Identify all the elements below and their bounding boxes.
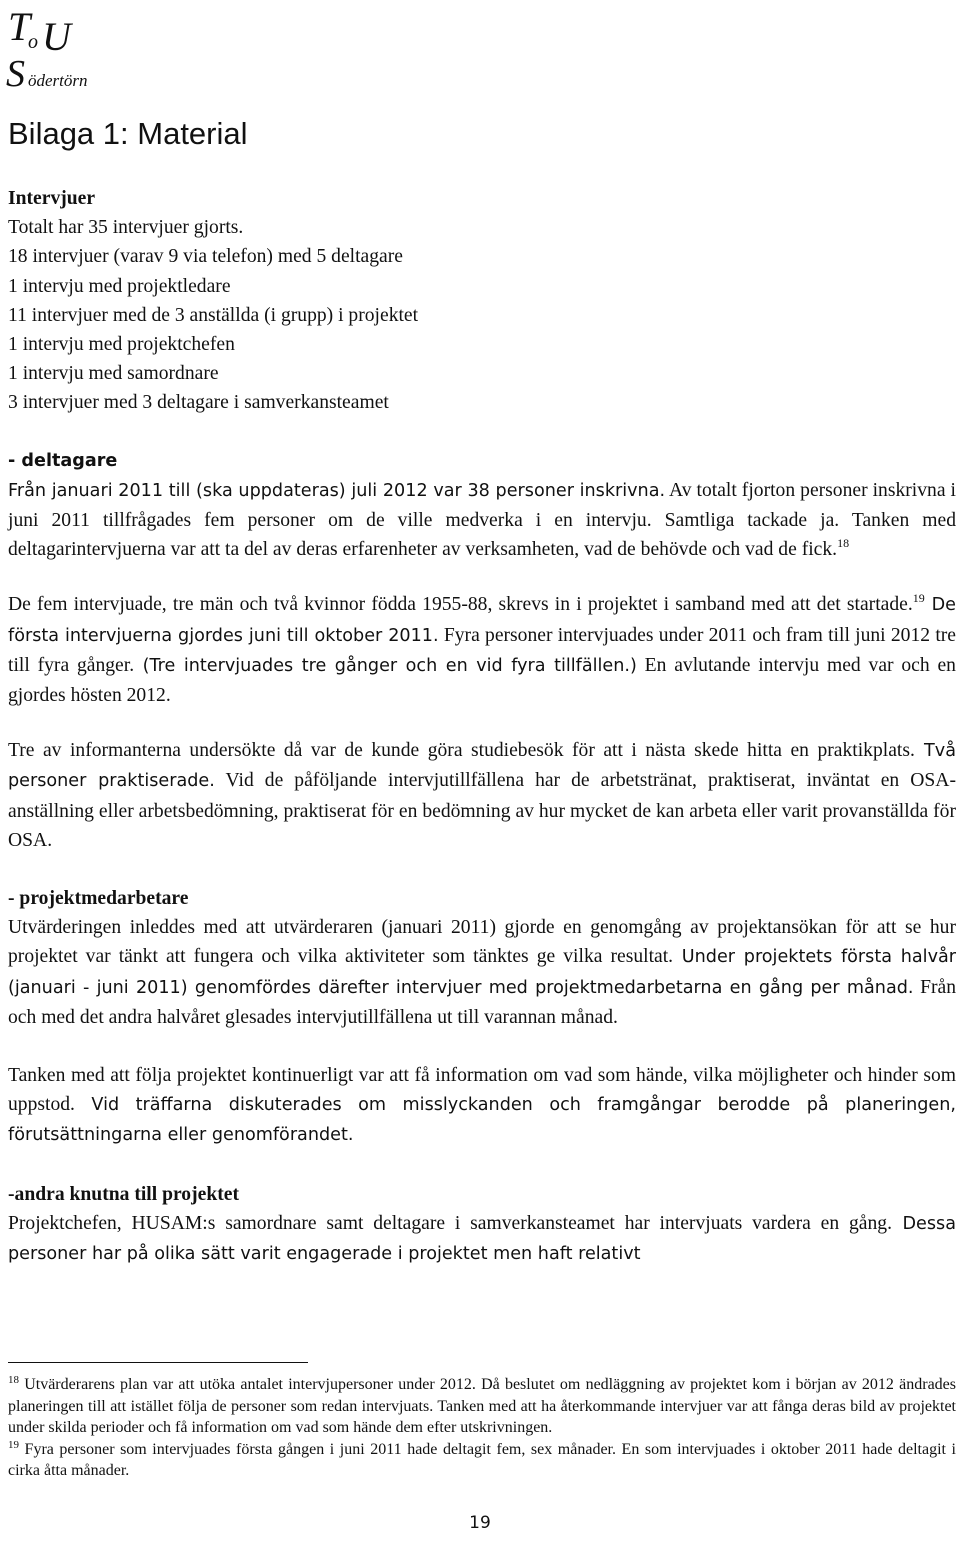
staff-paragraph-2 <box>8 1061 956 1151</box>
logo-letter-s: S <box>6 53 25 90</box>
participants-paragraph-2 <box>8 590 956 710</box>
interview-line: 1 intervju med projektledare <box>8 275 231 297</box>
interview-line: 11 intervjuer med de 3 anställda (i grupp) i projektet <box>8 304 419 326</box>
footnote-text: Fyra personer som intervjuades första gången i juni 2011 hade deltagit fem, sex månader. En som intervjuades i oktober 2011 hade deltagit i cirka åtta månader. <box>8 1440 956 1480</box>
participants-p2-sentence-4: (Tre intervjuades tre gånger och en vid fyra tillfällen.) <box>134 655 637 676</box>
footnotes <box>8 1374 956 1482</box>
others-p1-sentence-2: Dessa personer har på olika sätt varit engagerade i projektet men haft relativt <box>8 1213 956 1265</box>
footnote-number: 18 <box>8 1374 19 1386</box>
others-paragraph-1 <box>8 1209 956 1269</box>
participants-paragraph-3 <box>8 736 956 855</box>
participants-paragraph-1 <box>8 476 956 565</box>
footnote-18 <box>8 1374 956 1439</box>
interview-line: 1 intervju med samordnare <box>8 363 219 385</box>
footnote-text: Utvärderarens plan var att utöka antalet intervjupersoner under 2012. Då beslutet om nedläggning av projektet kom i början av 2012 ändrades planeringen till att istället följa de personer som redan intervjuats. Tanken med att ha återkommande intervjuer var att fånga deras bild av projektet under skilda perioder och få information om vad som hände dem efter utskrivningen. <box>8 1376 956 1437</box>
interview-line: 1 intervju med projektchefen <box>8 334 235 356</box>
footnote-ref-18[interactable]: 18 <box>837 536 850 551</box>
logo-letter-o: o <box>28 31 38 53</box>
participants-p2-sentence-5: En avlutande intervju med var och en gjordes hösten 2012. <box>8 654 956 707</box>
participants-p1-sentence-1: Från januari 2011 till (ska uppdateras) juli 2012 var 38 personer inskrivna. <box>8 480 666 501</box>
participants-p2-sentence-2: De första intervjuerna gjordes juni till oktober 2011. <box>8 595 956 646</box>
staff-p1-sentence-1: Utvärderingen inleddes med att utvärderaren (januari 2011) gjorde en genomgång av projektansökan för att se hur projektet var tänkt att fungera och vilka aktiviteter som tänktes ge vilka resultat. <box>8 917 956 968</box>
participants-p3-sentence-2: Två personer praktiserade. <box>8 741 956 792</box>
main-text <box>8 184 956 1269</box>
staff-p2-sentence-2: Vid träffarna diskuterades om misslyckanden och framgångar berodde på planeringen, förutsättningarna eller genomförandet. <box>8 1095 956 1146</box>
footnote-number: 19 <box>8 1438 19 1451</box>
participants-p2-sentence-1: De fem intervjuade, tre män och två kvinnor födda 1955-88, skrevs in i projektet i samband med att det startade. <box>8 594 913 616</box>
staff-p1-sentence-2: Under projektets första halvår (januari - juni 2011) genomfördes därefter intervjuer med projektmedarbetarna en gång per månad. <box>8 947 956 998</box>
fou-sodertorn-logo <box>4 6 104 90</box>
footnote-divider <box>8 1362 308 1363</box>
section-title-others: -andra knutna till projektet <box>8 1183 239 1205</box>
page-number: 19 <box>469 1513 491 1533</box>
others-p1-sentence-1: Projektchefen, HUSAM:s samordnare samt deltagare i samverkansteamet har intervjuats vardera en gång. <box>8 1212 892 1234</box>
staff-p2-sentence-1: Tanken med att följa projektet kontinuerligt var att få information om vad som hände, vilka möjligheter och hinder som uppstod. <box>8 1065 956 1116</box>
participants-p3-sentence-3: Vid de påföljande intervjutillfällena har de arbetstränat, praktiserat, inväntat en OSA-anställning eller arbetsbedömning, praktiserat för en bedömning av hur mycket de kan arbeta eller varit provanställda för OSA. <box>8 770 956 851</box>
participants-p1-sentence-2: Av totalt fjorton personer inskrivna i juni 2011 tillfrågades fem personer om de ville medverka i en intervju. Samtliga tackade ja. <box>8 479 956 532</box>
section-title-staff: - projektmedarbetare <box>8 888 189 910</box>
interview-line: 18 intervjuer (varav 9 via telefon) med 5 deltagare <box>8 246 403 268</box>
footnote-ref-19[interactable]: 19 <box>912 591 925 606</box>
participants-p2-sentence-3: Fyra personer intervjuades under 2011 och fram till juni 2012 tre till fyra gånger. <box>8 624 956 676</box>
staff-paragraph-1 <box>8 913 956 1032</box>
page-heading: Bilaga 1: Material <box>8 116 248 151</box>
participants-p3-sentence-1: Tre av informanterna undersökte då var de kunde göra studiebesök för att i nästa skede hitta en praktikplats. <box>8 740 915 762</box>
staff-p1-sentence-3: Från och med det andra halvåret glesades intervjutillfällena ut till varannan månad. <box>8 976 956 1028</box>
section-title-interviews: Intervjuer <box>8 188 96 209</box>
footnote-19 <box>8 1439 956 1482</box>
logo-letter-u: U <box>42 14 71 59</box>
interview-line: Totalt har 35 intervjuer gjorts. <box>8 217 244 239</box>
participants-p1-sentence-3: Tanken med deltagarintervjuerna var att ta del av deras erfarenheter av verksamheten, vad de behövde och vad de fick. <box>8 510 956 561</box>
logo-letter-t: T <box>8 6 31 49</box>
interview-line: 3 intervjuer med 3 deltagare i samverkansteamet <box>8 392 389 414</box>
logo-word-sodertorn: ödertörn <box>28 71 88 90</box>
section-title-participants: - deltagare <box>8 450 118 471</box>
